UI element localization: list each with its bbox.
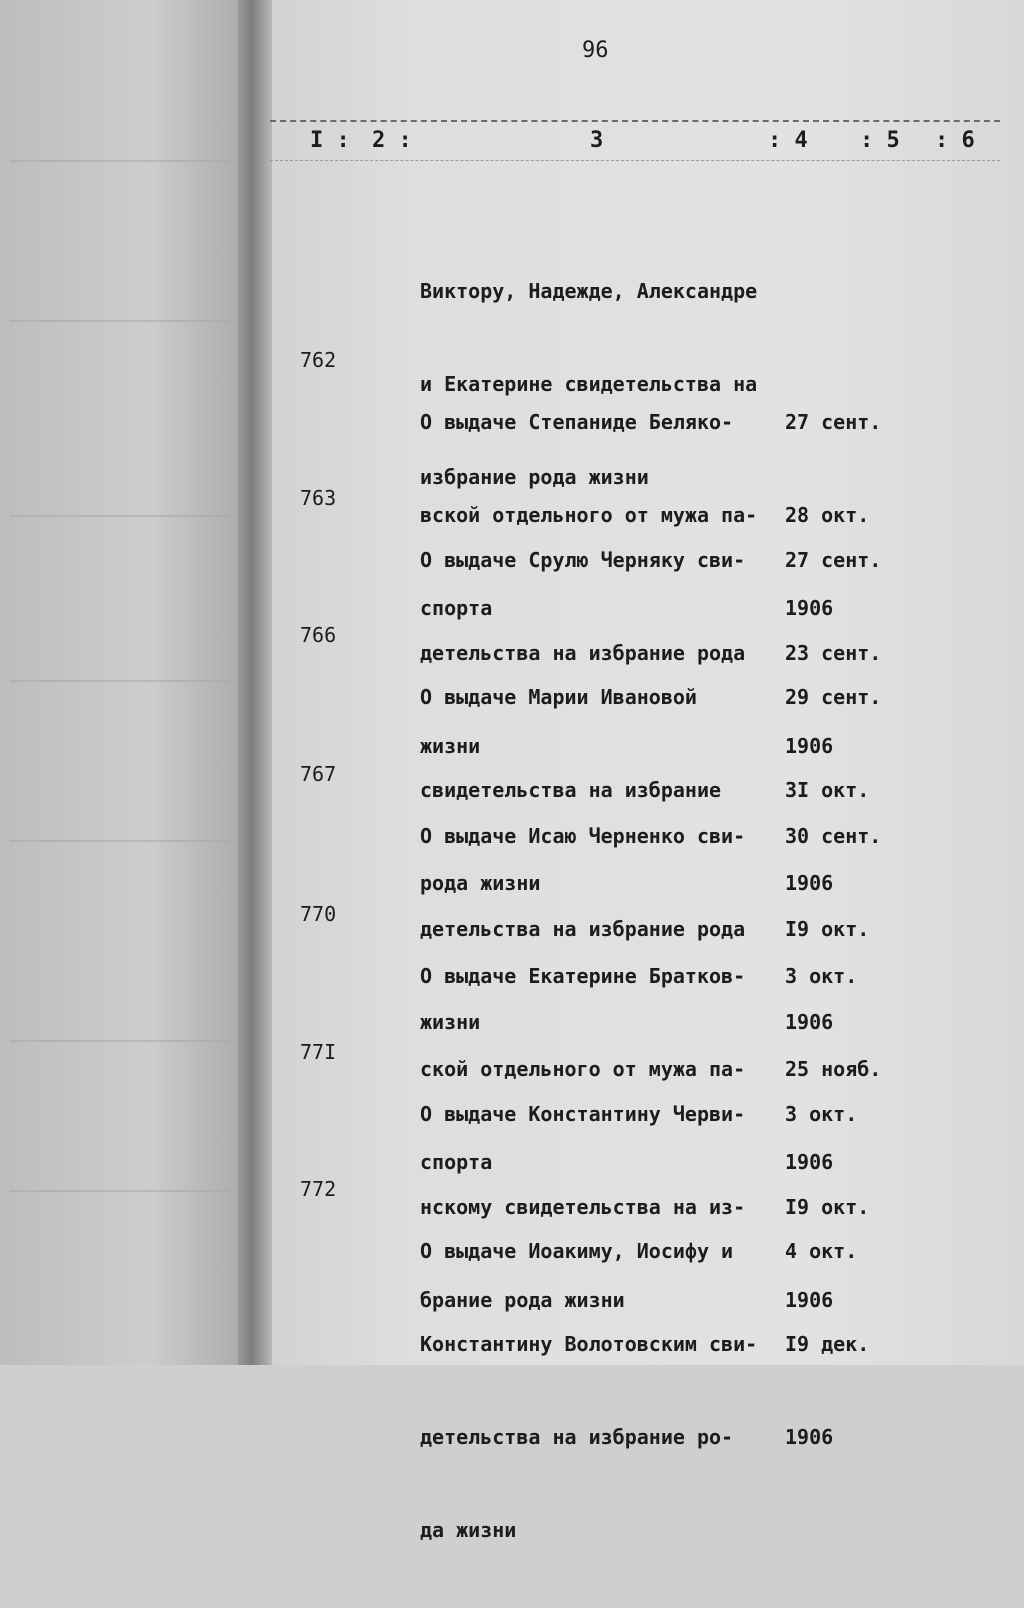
bleed-through-mark [10,515,230,537]
entry-line: свидетельства на избрание [420,778,722,802]
entry-line: О выдаче Степаниде Беляко- [420,410,734,434]
entry-line: О выдаче Срулю Черняку сви- [420,548,746,572]
entry-date-end: 23 сент. [785,641,882,665]
entry-year: 1906 [785,734,834,758]
entry-line: жизни [420,734,481,758]
entry-line: О выдаче Екатерине Братков- [420,964,746,988]
entry-year: 1906 [785,871,834,895]
bleed-through-mark [10,1190,230,1212]
entry-line: детельства на избрание рода [420,917,746,941]
entry-number: 772 [300,1177,337,1201]
entry-date-end: 25 нояб. [785,1057,882,1081]
column-header-3: 3 [590,128,604,153]
entry-line: рода жизни [420,871,541,895]
entry-line: да жизни [420,1518,517,1542]
bleed-through-mark [10,840,230,862]
entry-date-start: 27 сент. [785,548,882,572]
entry-date-start: 3 окт. [785,1102,858,1126]
entry-line: О выдаче Исаю Черненко сви- [420,824,746,848]
entry-line: ской отдельного от мужа па- [420,1057,746,1081]
bleed-through-mark [10,160,230,182]
entry-line: и Екатерине свидетельства на [420,372,758,396]
entry-line: О выдаче Иоакиму, Иосифу и [420,1239,734,1263]
entry-year: 1906 [785,1150,834,1174]
book-gutter [238,0,272,1365]
entry-line: брание рода жизни [420,1288,625,1312]
header-rule-bottom [270,160,1000,161]
entry-number: 770 [300,902,337,926]
entry-description [420,1174,757,1608]
page-number: 96 [582,38,609,63]
entry-year: 1906 [785,1425,834,1449]
entry-line: жизни [420,1010,481,1034]
column-header-4: : 4 [768,128,808,153]
entry-date-end: I9 дек. [785,1332,870,1356]
entry-date-start: 27 сент. [785,410,882,434]
entry-line: нскому свидетельства на из- [420,1195,746,1219]
entry-line: избрание рода жизни [420,465,649,489]
entry-date-end: I9 окт. [785,1195,870,1219]
column-header-6: : 6 [935,128,975,153]
entry-line: вской отдельного от мужа па- [420,503,758,527]
entry-line: О выдаче Марии Ивановой [420,685,697,709]
bleed-through-mark [10,1040,230,1062]
entry-line: детельства на избрание рода [420,641,746,665]
entry-line: Виктору, Надежде, Александре [420,279,758,303]
entry-year: 1906 [785,1288,834,1312]
entry-number: 767 [300,762,337,786]
entry-line: спорта [420,1150,493,1174]
entry-line: спорта [420,596,493,620]
entry-date-start: 30 сент. [785,824,882,848]
column-header-2: 2 : [372,128,412,153]
entry-line: детельства на избрание ро- [420,1425,734,1449]
entry-line: Константину Волотовским сви- [420,1332,758,1356]
entry-year: 1906 [785,1010,834,1034]
bleed-through-mark [10,680,230,702]
entry-number: 762 [300,348,337,372]
column-header-1: I : [310,128,350,153]
entry-number: 766 [300,623,337,647]
entry-number: 77I [300,1040,337,1064]
header-rule-top [270,120,1000,122]
entry-date-end: 28 окт. [785,503,870,527]
bleed-through-mark [10,320,230,342]
entry-date-end: I9 окт. [785,917,870,941]
entry-date-end: 3I окт. [785,778,870,802]
entry-dates [785,1174,869,1515]
entry-year: 1906 [785,596,834,620]
entry-number: 763 [300,486,337,510]
entry-date-start: 3 окт. [785,964,858,988]
column-header-5: : 5 [860,128,900,153]
entry-line: О выдаче Константину Черви- [420,1102,746,1126]
entry-date-start: 29 сент. [785,685,882,709]
entry-date-start: 4 окт. [785,1239,858,1263]
